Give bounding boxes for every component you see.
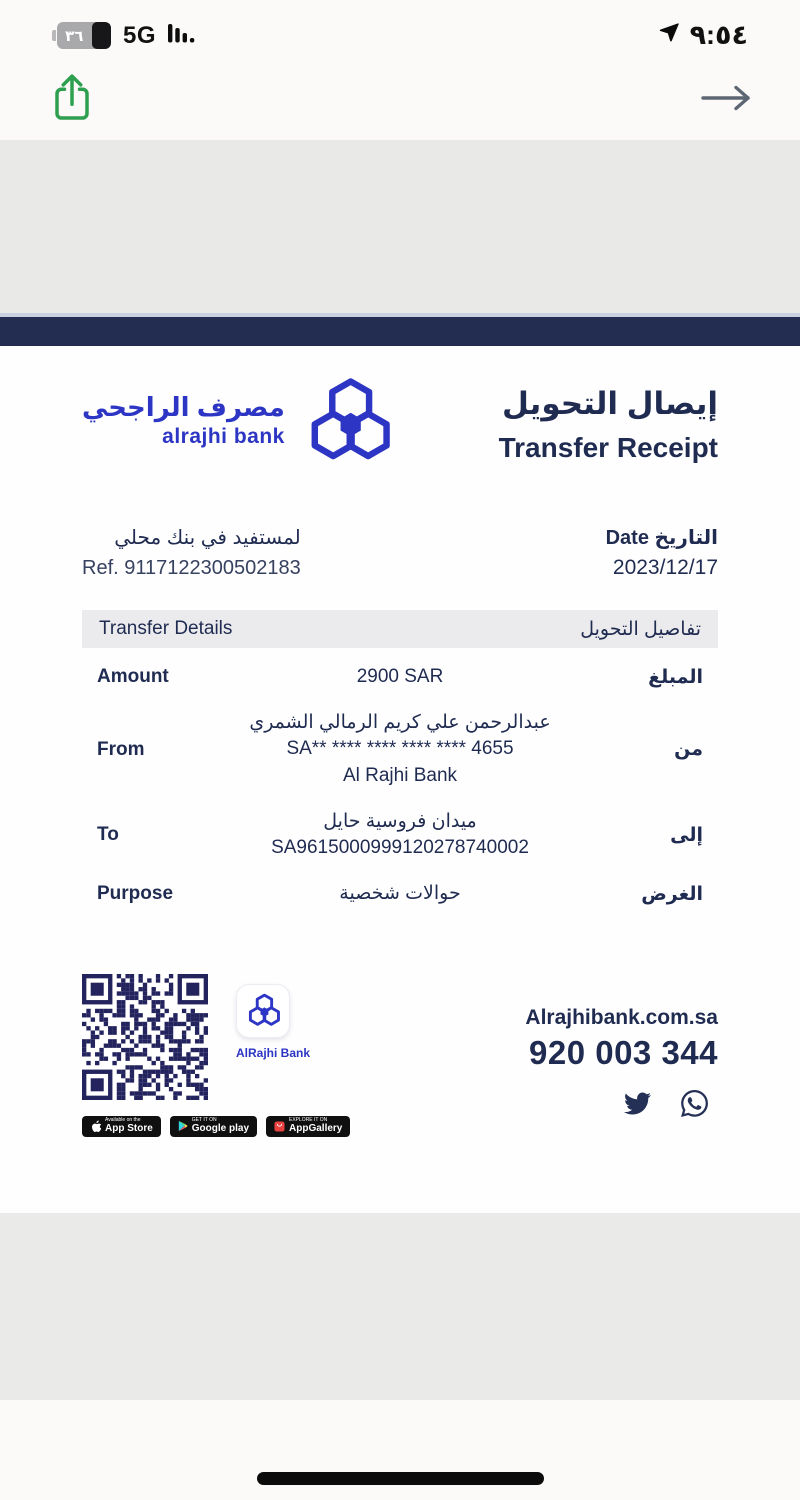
- sender-bank: Al Rajhi Bank: [342, 764, 458, 786]
- from-label-en: From: [97, 738, 145, 760]
- bank-logo: [82, 376, 393, 473]
- amount-row: [82, 654, 718, 700]
- appgallery-icon: [274, 1121, 285, 1132]
- appgallery-tagline: EXPLORE IT ON: [289, 1117, 328, 1124]
- location-arrow-icon: [659, 23, 680, 49]
- receipt-title-arabic: إيصال التحويل: [502, 386, 718, 421]
- from-value: [227, 710, 573, 789]
- signal-bars-icon: [168, 24, 195, 48]
- top-bar-area: [0, 0, 800, 140]
- apple-icon: [90, 1120, 101, 1133]
- amount-label-ar: المبلغ: [648, 666, 703, 688]
- receipt-top-band: [0, 313, 800, 346]
- to-row: [82, 799, 718, 871]
- beneficiary-note: لمستفيد في بنك محلي: [114, 527, 301, 549]
- bank-name-arabic: مصرف الراجحي: [82, 392, 285, 422]
- date-label: التاريخ Date: [605, 527, 718, 549]
- sender-masked-account: SA** **** **** **** **** 4655: [286, 738, 514, 760]
- amount-label-en: Amount: [97, 666, 169, 688]
- reference-number: Ref. 9117122300502183: [82, 557, 301, 579]
- arrow-right-icon: [700, 100, 752, 115]
- appgallery-name: AppGallery: [289, 1123, 343, 1135]
- status-bar: [0, 0, 800, 51]
- purpose-row: [82, 871, 718, 917]
- purpose-label-en: Purpose: [97, 883, 174, 905]
- bank-website: Alrajhibank.com.sa: [525, 1005, 718, 1029]
- bank-app-chip: [236, 984, 310, 1060]
- app-store-badge: [82, 1116, 161, 1137]
- transfer-receipt-card: [0, 346, 800, 1213]
- bank-name-english: alrajhi bank: [162, 425, 285, 448]
- sender-name: عبدالرحمن علي كريم الرمالي الشمري: [249, 712, 551, 734]
- forward-button[interactable]: [700, 84, 752, 115]
- receipt-header: [82, 346, 718, 473]
- qr-code: [82, 974, 208, 1100]
- social-icons: [525, 1090, 718, 1122]
- battery-icon: [52, 22, 111, 49]
- purpose-value: حوالات شخصية: [339, 883, 461, 905]
- receipt-footer: [82, 974, 718, 1137]
- google-play-name: Google play: [191, 1123, 250, 1135]
- bank-app-name: AlRajhi Bank: [236, 1045, 311, 1060]
- share-button[interactable]: [50, 73, 94, 126]
- receipt-subheader: [82, 525, 718, 580]
- home-bar-area: [0, 1400, 800, 1500]
- whatsapp-icon: [681, 1090, 708, 1122]
- beneficiary-iban: SA9615000999120278740002: [271, 837, 529, 859]
- share-icon: [50, 111, 94, 126]
- section-title-arabic: تفاصيل التحويل: [580, 618, 701, 640]
- clock-time: ٩:٥٤: [689, 20, 748, 50]
- app-store-tagline: Available on the: [105, 1117, 141, 1124]
- battery-percent: ٣٦: [65, 27, 84, 45]
- transfer-details-header: [82, 610, 718, 648]
- bank-logo-mark-icon: [301, 376, 393, 473]
- store-badges: [82, 1116, 350, 1137]
- to-label-ar: إلى: [670, 824, 703, 846]
- from-row: [82, 700, 718, 799]
- google-play-icon: [178, 1120, 188, 1132]
- purpose-label-ar: الغرض: [641, 883, 703, 905]
- receipt-title-english: Transfer Receipt: [498, 432, 718, 463]
- amount-value: 2900 SAR: [356, 666, 444, 687]
- receipt-title: [499, 376, 718, 464]
- to-label-en: To: [97, 824, 119, 846]
- date-value: 2023/12/17: [612, 556, 718, 579]
- beneficiary-name: ميدان فروسية حايل: [323, 810, 477, 832]
- twitter-icon: [624, 1090, 651, 1122]
- google-play-tagline: GET IT ON: [191, 1117, 217, 1124]
- bank-phone: 920 003 344: [528, 1033, 718, 1071]
- to-value: [227, 809, 573, 861]
- action-bar: [0, 51, 800, 126]
- network-type-label: 5G: [123, 21, 157, 49]
- from-label-ar: من: [674, 739, 703, 761]
- home-indicator[interactable]: [257, 1472, 544, 1485]
- app-store-name: App Store: [105, 1123, 153, 1135]
- section-title-english: Transfer Details: [99, 618, 233, 639]
- background-top: [0, 140, 800, 313]
- transfer-details-table: [82, 654, 718, 918]
- google-play-badge: [170, 1116, 257, 1137]
- background-bottom: [0, 1213, 800, 1400]
- appgallery-badge: [266, 1116, 350, 1137]
- bank-app-icon: [236, 984, 290, 1038]
